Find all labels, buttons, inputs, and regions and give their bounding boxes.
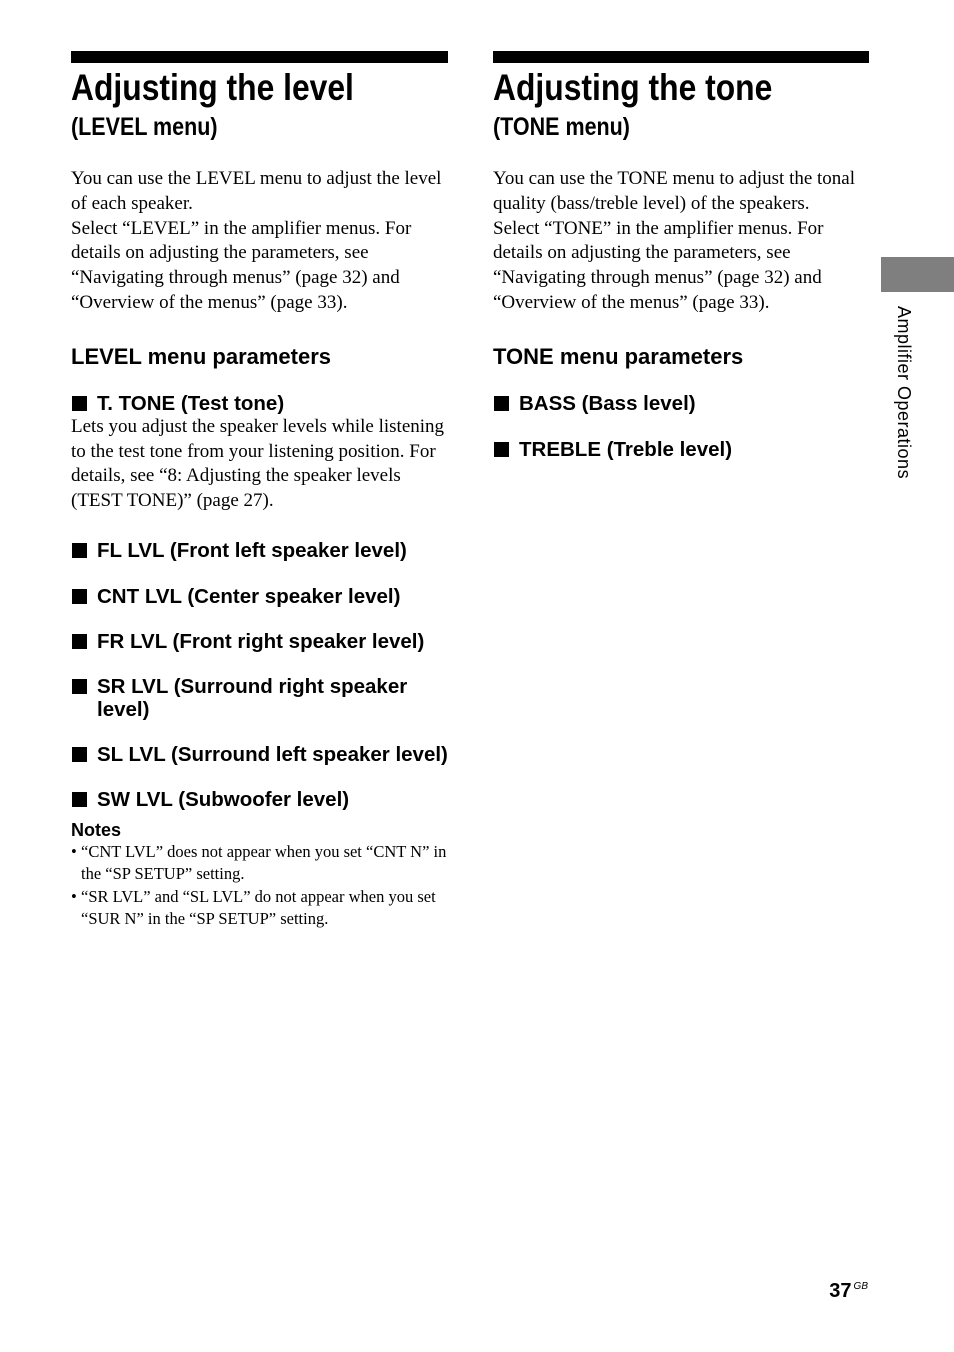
- note-item: • “CNT LVL” does not appear when you set “CNT N” in the “SP SETUP” setting.: [71, 841, 447, 884]
- intro-paragraph-2: Select “TONE” in the amplifier menus. For details on adjusting the parameters, see “Navigating through menus” (page 32) and “Overview of the menus” (page 33).: [493, 217, 824, 313]
- intro-paragraph-2: Select “LEVEL” in the amplifier menus. For details on adjusting the parameters, see “Navigating through menus” (page 32) and “Overview of the menus” (page 33).: [71, 217, 412, 313]
- intro-paragraph: You can use the LEVEL menu to adjust the level of each speaker.: [71, 168, 442, 214]
- param-heading: CNT LVL (Center speaker level): [71, 585, 448, 608]
- page-title-level: Adjusting the level: [71, 67, 354, 108]
- param-heading: SR LVL (Surround right speaker level): [71, 675, 448, 721]
- right-column: [493, 51, 869, 461]
- section-heading-tone-params: TONE menu parameters: [493, 343, 744, 369]
- left-column: [71, 51, 448, 931]
- note-item: • “SR LVL” and “SL LVL” do not appear when you set “SUR N” in the “SP SETUP” setting.: [71, 886, 436, 929]
- param-heading: SW LVL (Subwoofer level): [71, 788, 448, 811]
- square-bullet-icon: [72, 792, 87, 807]
- param-heading: FL LVL (Front left speaker level): [71, 539, 448, 562]
- section-heading-level-params: LEVEL menu parameters: [71, 343, 332, 369]
- subtitle-level-menu: (LEVEL menu): [71, 113, 218, 141]
- param-description: Lets you adjust the speaker levels while listening to the test tone from your listening position. For details, see “8: Adjusting the speaker levels (TEST TONE)” (page 27).: [71, 415, 445, 512]
- square-bullet-icon: [72, 396, 87, 411]
- section-rule: [493, 51, 869, 63]
- square-bullet-icon: [72, 679, 87, 694]
- square-bullet-icon: [494, 396, 509, 411]
- page-title-tone: Adjusting the tone: [493, 67, 773, 108]
- chapter-tab: [881, 257, 954, 292]
- param-heading: BASS (Bass level): [493, 392, 869, 415]
- page-number: 37 $^{GB}$: [829, 1280, 868, 1302]
- square-bullet-icon: [494, 442, 509, 457]
- square-bullet-icon: [72, 634, 87, 649]
- param-heading: SL LVL (Surround left speaker level): [71, 743, 448, 766]
- param-heading: FR LVL (Front right speaker level): [71, 630, 448, 653]
- param-heading: T. TONE (Test tone): [71, 392, 448, 415]
- subtitle-tone-menu: (TONE menu): [493, 113, 630, 141]
- square-bullet-icon: [72, 589, 87, 604]
- notes-heading: Notes: [71, 819, 122, 840]
- chapter-label: Amplifier Operations: [894, 306, 914, 480]
- square-bullet-icon: [72, 747, 87, 762]
- param-heading: TREBLE (Treble level): [493, 438, 869, 461]
- square-bullet-icon: [72, 543, 87, 558]
- intro-paragraph: You can use the TONE menu to adjust the tonal quality (bass/treble level) of the speakers.: [493, 168, 856, 214]
- page-suffix: GB: [853, 1281, 868, 1293]
- section-rule: [71, 51, 448, 63]
